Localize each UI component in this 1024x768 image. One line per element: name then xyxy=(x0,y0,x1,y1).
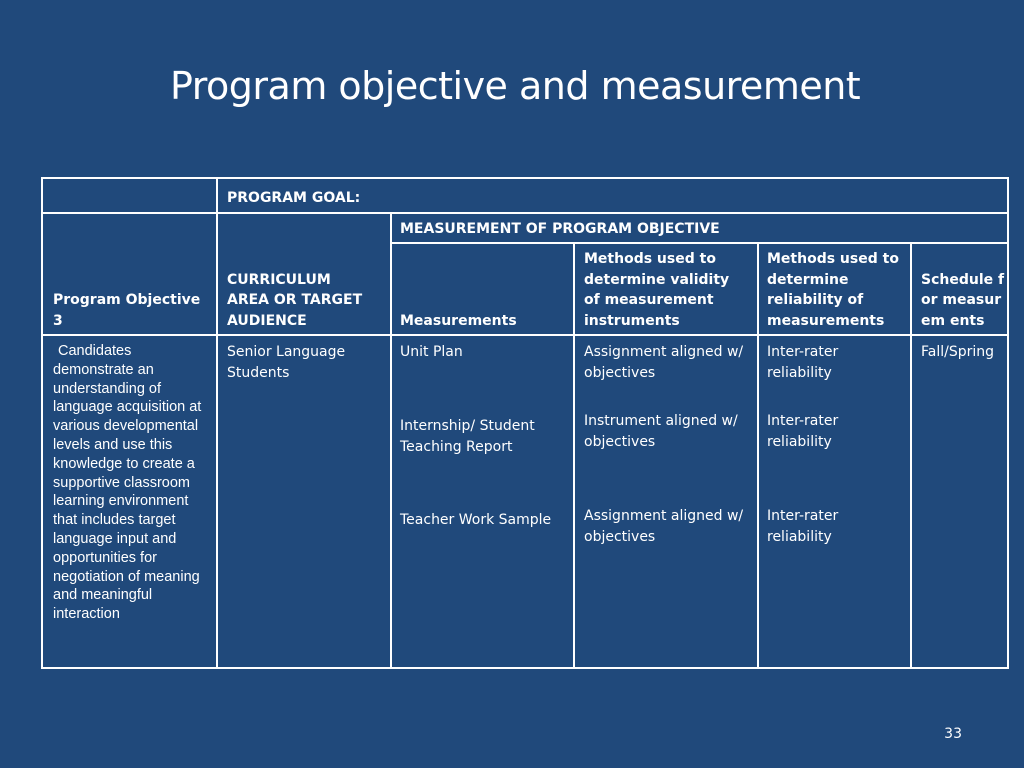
header-validity-text: Methods used to determine validity of measurement instruments xyxy=(584,251,730,329)
header-objective xyxy=(53,213,213,331)
column-divider xyxy=(910,242,912,667)
target-audience: Senior Language Students xyxy=(227,344,346,381)
page-number: 33 xyxy=(944,726,962,742)
row-divider xyxy=(43,334,1007,336)
measurement-3: Teacher Work Sample xyxy=(400,512,552,528)
column-divider xyxy=(390,212,392,667)
validity-1: Assignment aligned w/ objectives xyxy=(584,344,744,381)
header-schedule xyxy=(921,243,1007,331)
measurement-objective-label: MEASUREMENT OF PROGRAM OBJECTIVE xyxy=(400,221,720,237)
column-divider xyxy=(216,179,218,667)
reliability-2: Inter-rater reliability xyxy=(767,413,839,450)
measurement-2: Internship/ Student Teaching Report xyxy=(400,418,535,455)
objective-description: Candidates demonstrate an understanding of language acquisition at various developmental levels and use this knowledge to create a supportive classroom learning environment that includes target language input and opportunities for negotiation of meaning and meaningful interaction xyxy=(53,343,202,623)
measurement-1: Unit Plan xyxy=(400,344,463,360)
header-validity xyxy=(584,243,749,331)
program-goal-label: PROGRAM GOAL: xyxy=(227,190,361,206)
reliability-1: Inter-rater reliability xyxy=(767,344,839,381)
header-reliability-text: Methods used to determine reliability of measurements xyxy=(767,251,899,329)
header-curriculum xyxy=(227,213,377,331)
column-divider xyxy=(757,242,759,667)
header-reliability xyxy=(767,243,902,331)
reliability-3: Inter-rater reliability xyxy=(767,508,839,545)
header-curriculum-text: CURRICULUM AREA OR TARGET AUDIENCE xyxy=(227,271,363,329)
header-measurements-text: Measurements xyxy=(400,312,517,329)
schedule-value: Fall/Spring xyxy=(921,344,995,360)
slide-title: Program objective and measurement xyxy=(170,64,861,108)
header-objective-text: Program Objective 3 xyxy=(53,292,201,329)
validity-2: Instrument aligned w/ objectives xyxy=(584,413,738,450)
header-schedule-text: Schedule for measurem ents xyxy=(921,271,1005,329)
header-measurements xyxy=(400,243,565,331)
validity-3: Assignment aligned w/ objectives xyxy=(584,508,744,545)
column-divider xyxy=(573,242,575,667)
objective-table xyxy=(41,177,1009,669)
